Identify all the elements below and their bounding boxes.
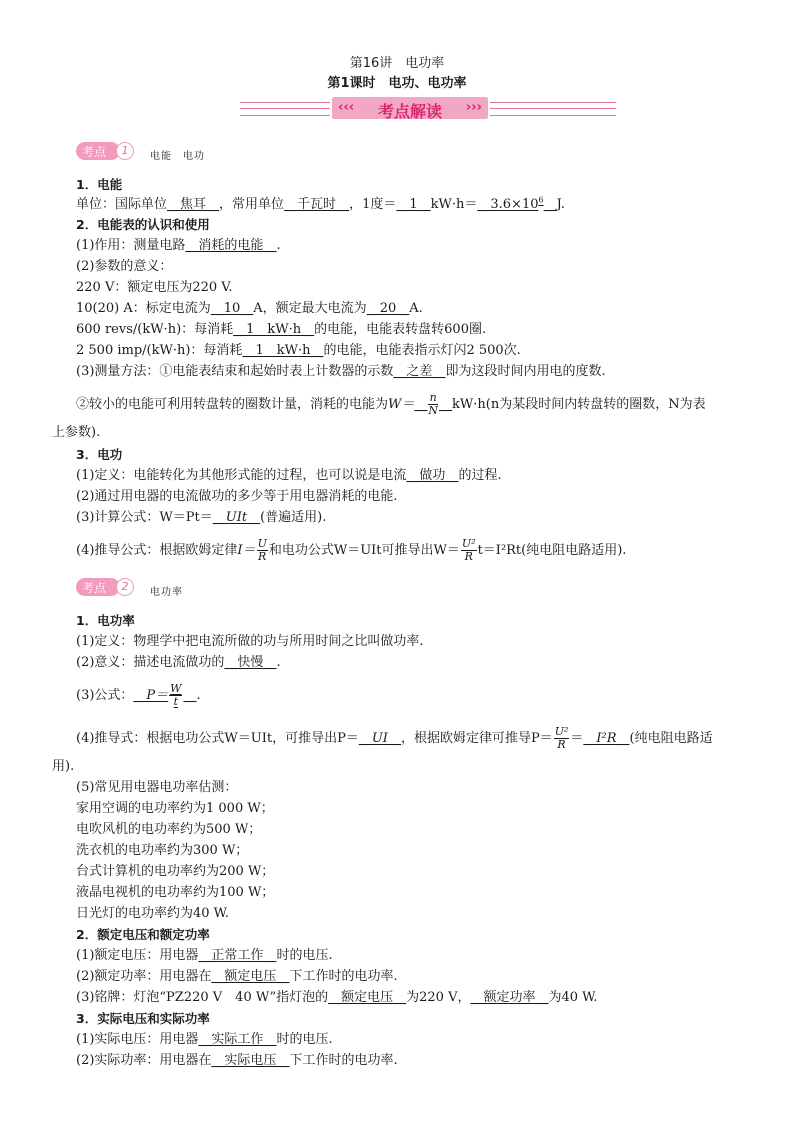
text-line: 液晶电视机的电功率约为100 W； — [76, 885, 275, 900]
heading-meter: 2．电能表的认识和使用 — [76, 217, 210, 232]
topic-1-title: 电能 电功 — [150, 151, 205, 162]
text-line: (4)推导公式：根据欧姆定律I＝ $\frac{U}{R}$ 和电功公式W＝UIt可推导出W＝ $\frac{\text{U²}}{R}$ t＝I²Rt(纯电阻电路适用). — [76, 537, 627, 563]
text-line: 日光灯的电功率约为40 W. — [76, 906, 229, 921]
text-line: (5)常见用电器电功率估测： — [76, 780, 238, 795]
chevron-right-icon: ››› — [465, 100, 482, 115]
text-line: (4)推导式：根据电功公式W＝UIt，可推导出P＝__UI__，根据欧姆定律可推导P＝ $\frac{\text{U²}}{R}$ ＝__I²R__(纯电阻电路适 — [76, 725, 713, 751]
lecture-title: 第16讲 电功率 — [349, 56, 445, 71]
text-line: 单位：国际单位__焦耳__，常用单位__千瓦时__，1度$=\_\_1\_\_kW\cdot h=\_\_3.6\times 10^6\_\_J$. — [76, 195, 565, 212]
topic-tag-2: 考点 2 — [76, 578, 134, 596]
lesson-title: 第1课时 电功、电功率 — [327, 76, 467, 91]
text-line: (2)通过用电器的电流做功的多少等于用电器消耗的电能. — [76, 489, 398, 504]
text-line: ②较小的电能可利用转盘转的圈数计量，消耗的电能为W＝__ $\frac{n}{N}$ __kW·h(n为某段时间内转盘转的圈数，N为表 — [76, 391, 706, 417]
topic-tag-1: 考点 1 — [76, 142, 134, 160]
topic-2-title: 电功率 — [150, 587, 183, 598]
banner-title: 考点解读 — [377, 102, 442, 121]
text-line: (1)实际电压：用电器__实际工作__时的电压. — [76, 1032, 333, 1047]
text-line: 上参数). — [52, 425, 101, 440]
text-line: 家用空调的电功率约为1 000 W； — [76, 801, 274, 816]
section-banner — [240, 93, 616, 123]
text-line: (3)公式：__P＝ $\frac{W}{t}$ __. — [76, 682, 201, 708]
text-line: 洗衣机的电功率约为300 W； — [76, 843, 249, 858]
text-line: (1)定义：电能转化为其他形式能的过程，也可以说是电流__做功__的过程. — [76, 468, 502, 483]
text-line: (1)作用：测量电路__消耗的电能__. — [76, 238, 281, 253]
text-line: (2)实际功率：用电器在__实际电压__下工作时的电功率. — [76, 1053, 398, 1068]
text-line: (3)铭牌：灯泡“PZ220 V 40 W”指灯泡的__额定电压__为220 V，__额定功率__为40 W. — [76, 990, 598, 1005]
banner-box — [332, 97, 488, 119]
heading-actual: 3．实际电压和实际功率 — [76, 1011, 210, 1026]
text-line: 用). — [52, 759, 75, 774]
text-line: (2)意义：描述电流做功的__快慢__. — [76, 655, 281, 670]
text-line: (1)额定电压：用电器__正常工作__时的电压. — [76, 948, 333, 963]
text-line: 10(20) A：标定电流为__10__A，额定最大电流为__20__A. — [76, 301, 423, 316]
heading-energy: 1．电能 — [76, 177, 123, 192]
text-line: (2)额定功率：用电器在__额定电压__下工作时的电功率. — [76, 969, 398, 984]
text-line: 台式计算机的电功率约为200 W； — [76, 864, 275, 879]
text-line: (3)测量方法：①电能表结束和起始时表上计数器的示数__之差__即为这段时间内用电的度数. — [76, 364, 606, 379]
text-line: (2)参数的意义： — [76, 259, 173, 274]
text-line: 2 500 imp/(kW·h)：每消耗__1 kW·h__的电能，电能表指示灯闪2 500次. — [76, 343, 521, 358]
text-line: 220 V：额定电压为220 V. — [76, 280, 233, 295]
text-line: (1)定义：物理学中把电流所做的功与所用时间之比叫做功率. — [76, 634, 424, 649]
text-line: 600 revs/(kW·h)：每消耗__1 kW·h__的电能，电能表转盘转600圈. — [76, 322, 487, 337]
chevron-left-icon: ‹‹‹ — [338, 100, 355, 115]
text-line: 电吹风机的电功率约为500 W； — [76, 822, 262, 837]
heading-work: 3．电功 — [76, 447, 123, 462]
heading-rated: 2．额定电压和额定功率 — [76, 927, 210, 942]
text-line: (3)计算公式：W＝Pt＝__UIt__(普遍适用). — [76, 510, 327, 525]
heading-power: 1．电功率 — [76, 613, 135, 628]
